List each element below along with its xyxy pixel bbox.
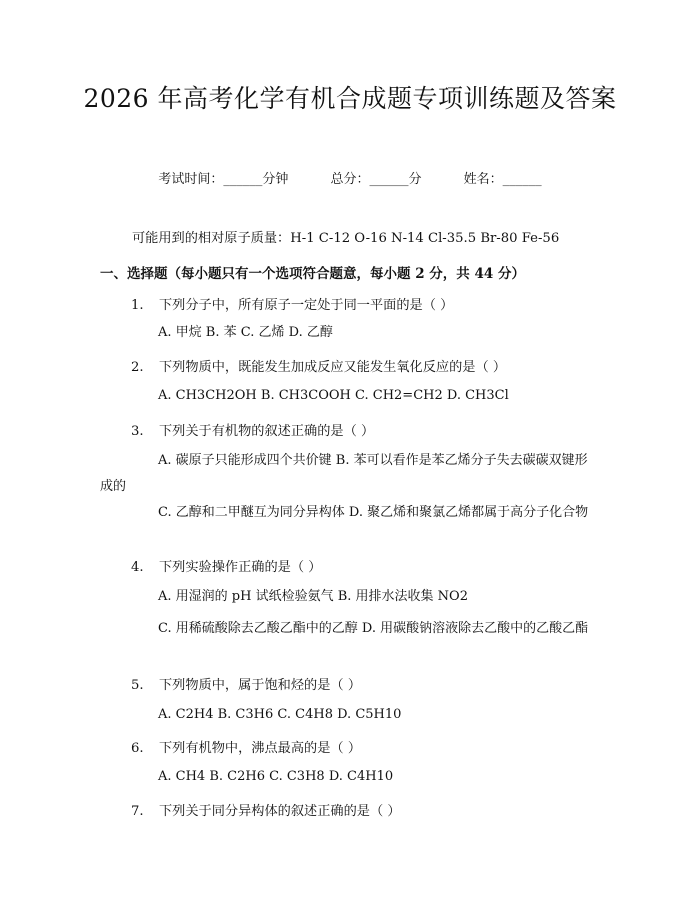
question-6 <box>131 737 361 756</box>
question-number: 6. <box>131 741 144 756</box>
question-4-options-ab: A. 用湿润的 pH 试纸检验氨气 B. 用排水法收集 NO2 <box>158 589 468 604</box>
question-number: 7. <box>131 804 144 819</box>
question-stem: 下列物质中，既能发生加成反应又能发生氧化反应的是（ ） <box>159 360 507 375</box>
question-number: 3. <box>131 424 144 439</box>
question-stem: 下列关于同分异构体的叙述正确的是（ ） <box>159 804 401 819</box>
total-score-field: 总分：______分 <box>330 172 422 187</box>
question-3-options-ab: A. 碳原子只能形成四个共价键 B. 苯可以看作是苯乙烯分子失去碳碳双键形成的 <box>100 453 588 494</box>
exam-info-line <box>0 168 700 187</box>
question-7 <box>131 800 401 819</box>
student-name-field: 姓名：______ <box>463 172 542 187</box>
question-number: 2. <box>131 360 144 375</box>
question-4-options-cd: C. 用稀硫酸除去乙酸乙酯中的乙醇 D. 用碳酸钠溶液除去乙酸中的乙酸乙酯 <box>158 621 589 636</box>
question-4 <box>131 556 321 575</box>
question-stem: 下列实验操作正确的是（ ） <box>159 560 322 575</box>
question-stem: 下列关于有机物的叙述正确的是（ ） <box>159 424 375 439</box>
question-stem: 下列物质中，属于饱和烃的是（ ） <box>159 678 362 693</box>
question-6-options: A. CH4 B. C2H6 C. C3H8 D. C4H10 <box>158 769 394 784</box>
question-2 <box>131 356 506 375</box>
question-2-options: A. CH3CH2OH B. CH3COOH C. CH2=CH2 D. CH3Cl <box>158 388 509 403</box>
question-number: 1. <box>131 298 144 313</box>
question-5-options: A. C2H4 B. C3H6 C. C4H8 D. C5H10 <box>158 707 402 722</box>
question-3-options-cd: C. 乙醇和二甲醚互为同分异构体 D. 聚乙烯和聚氯乙烯都属于高分子化合物 <box>158 505 589 520</box>
document-title: 2026 年高考化学有机合成题专项训练题及答案 <box>83 84 617 113</box>
atomic-mass-note: 可能用到的相对原子质量：H-1 C-12 O-16 N-14 Cl-35.5 Br-80 Fe-56 <box>132 231 560 246</box>
exam-time-field: 考试时间：______分钟 <box>158 172 289 187</box>
question-1-options: A. 甲烷 B. 苯 C. 乙烯 D. 乙醇 <box>158 325 333 340</box>
question-number: 4. <box>131 560 144 575</box>
question-3 <box>131 420 374 439</box>
question-stem: 下列有机物中，沸点最高的是（ ） <box>159 741 362 756</box>
question-number: 5. <box>131 678 144 693</box>
question-stem: 下列分子中，所有原子一定处于同一平面的是（ ） <box>159 298 454 313</box>
question-1 <box>131 294 453 313</box>
question-5 <box>131 674 361 693</box>
section-heading: 一、选择题（每小题只有一个选项符合题意，每小题 2 分，共 44 分） <box>100 266 525 282</box>
